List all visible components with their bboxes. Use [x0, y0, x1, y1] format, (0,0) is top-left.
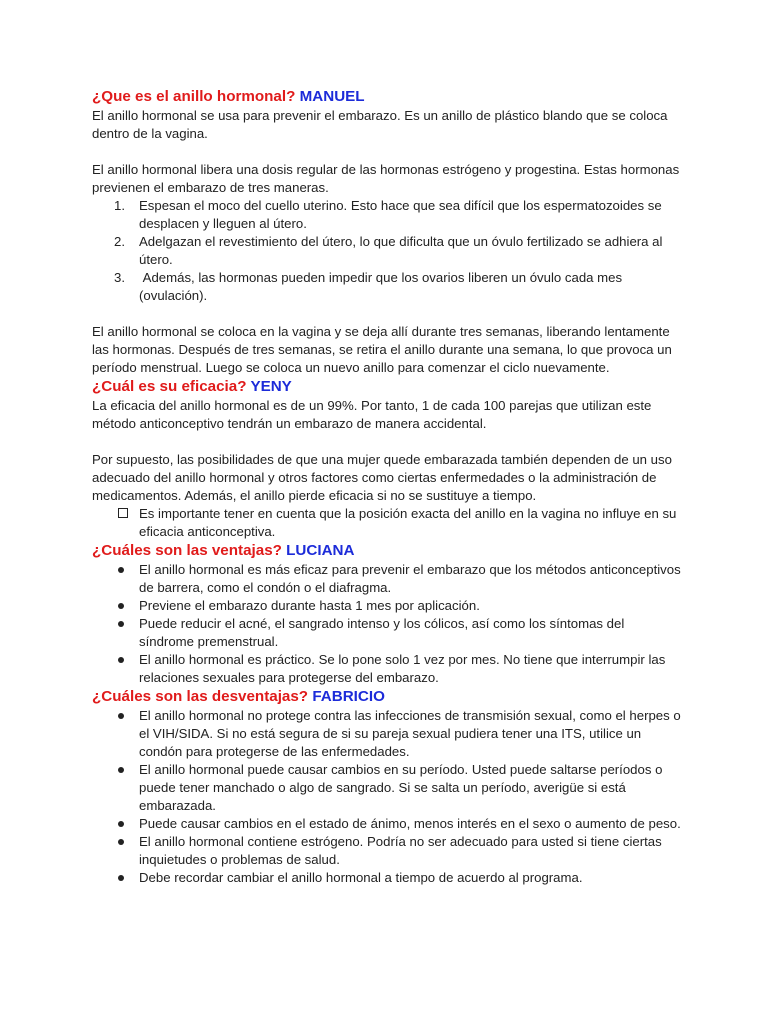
- paragraph: La eficacia del anillo hormonal es de un 99%. Por tanto, 1 de cada 100 parejas que utilizan este método anticonceptivo tendrán un embarazo de manera accidental.: [92, 398, 652, 431]
- paragraph: El anillo hormonal se usa para prevenir el embarazo. Es un anillo de plástico blando que se coloca dentro de la vagina.: [92, 108, 668, 141]
- list-item: [92, 197, 682, 233]
- list-item-text: Además, las hormonas pueden impedir que los ovarios liberen un óvulo cada mes (ovulación).: [139, 270, 626, 303]
- paragraph: El anillo hormonal libera una dosis regular de las hormonas estrógeno y progestina. Estas hormonas previenen el embarazo de tres maneras.: [92, 162, 680, 195]
- section-heading-manuel: [92, 87, 682, 107]
- checkbox-icon[interactable]: [118, 508, 128, 518]
- bullet-icon: [118, 839, 124, 845]
- numbered-list: [92, 197, 682, 305]
- section-author: LUCIANA: [286, 542, 355, 559]
- list-item-text: Previene el embarazo durante hasta 1 mes por aplicación.: [139, 598, 480, 613]
- section-question: ¿Cuáles son las ventajas?: [92, 542, 282, 559]
- list-number: 2.: [114, 234, 125, 249]
- section-author: FABRICIO: [312, 688, 385, 705]
- paragraph: El anillo hormonal se coloca en la vagina y se deja allí durante tres semanas, liberando lentamente las hormonas. Después de tres semanas, se retira el anillo durante una semana, lo que provoca un período menstrual. Luego se coloca un nuevo anillo para comenzar el ciclo nuevamente.: [92, 324, 672, 375]
- list-item-text: Puede causar cambios en el estado de ánimo, menos interés en el sexo o aumento de peso.: [139, 816, 681, 831]
- list-item-text: El anillo hormonal es más eficaz para prevenir el embarazo que los métodos anticonceptivos de barrera, como el condón o el diafragma.: [139, 562, 681, 595]
- list-item: [92, 869, 682, 887]
- checklist-item-text: Es importante tener en cuenta que la posición exacta del anillo en la vagina no influye en su eficacia anticonceptiva.: [139, 506, 677, 539]
- section-heading-fabricio: [92, 687, 682, 707]
- section-author: MANUEL: [299, 88, 365, 105]
- bullet-icon: [118, 875, 124, 881]
- bullet-icon: [118, 713, 124, 719]
- bullet-icon: [118, 821, 124, 827]
- section-author: YENY: [250, 378, 292, 395]
- section-question: ¿Cuáles son las desventajas?: [92, 688, 309, 705]
- checklist: [92, 505, 682, 541]
- section-question: ¿Que es el anillo hormonal?: [92, 88, 296, 105]
- list-item-text: Puede reducir el acné, el sangrado intenso y los cólicos, así como los síntomas del síndrome premenstrual.: [139, 616, 625, 649]
- list-item: [92, 615, 682, 651]
- list-item: [92, 561, 682, 597]
- list-item: [92, 269, 682, 305]
- list-item-text: Adelgazan el revestimiento del útero, lo que dificulta que un óvulo fertilizado se adhiera al útero.: [139, 234, 663, 267]
- bullet-icon: [118, 621, 124, 627]
- list-item-text: El anillo hormonal es práctico. Se lo pone solo 1 vez por mes. No tiene que interrumpir las relaciones sexuales para protegerse del embarazo.: [139, 652, 666, 685]
- list-item: [92, 233, 682, 269]
- list-item: [92, 707, 682, 761]
- checklist-item: [92, 505, 682, 541]
- list-item: [92, 815, 682, 833]
- bullet-icon: [118, 567, 124, 573]
- list-number: 1.: [114, 198, 125, 213]
- document-content: [92, 87, 682, 887]
- list-item: [92, 597, 682, 615]
- list-item-text: Debe recordar cambiar el anillo hormonal a tiempo de acuerdo al programa.: [139, 870, 583, 885]
- section-heading-luciana: [92, 541, 682, 561]
- bullet-icon: [118, 603, 124, 609]
- bullet-list: [92, 707, 682, 887]
- list-number: 3.: [114, 270, 125, 285]
- section-question: ¿Cuál es su eficacia?: [92, 378, 247, 395]
- bullet-list: [92, 561, 682, 687]
- list-item-text: El anillo hormonal contiene estrógeno. Podría no ser adecuado para usted si tiene ciertas inquietudes o problemas de salud.: [139, 834, 662, 867]
- bullet-icon: [118, 767, 124, 773]
- section-heading-yeny: [92, 377, 682, 397]
- list-item-text: El anillo hormonal puede causar cambios en su período. Usted puede saltarse períodos o puede tener manchado o algo de sangrado. Si se salta un período, averigüe si está embarazada.: [139, 762, 663, 813]
- list-item: [92, 651, 682, 687]
- bullet-icon: [118, 657, 124, 663]
- list-item: [92, 833, 682, 869]
- list-item-text: Espesan el moco del cuello uterino. Esto hace que sea difícil que los espermatozoides se desplacen y lleguen al útero.: [139, 198, 662, 231]
- list-item-text: El anillo hormonal no protege contra las infecciones de transmisión sexual, como el herpes o el VIH/SIDA. Si no está segura de si su pareja sexual pudiera tener una ITS, utilice un condón para protegerse de las enfermedades.: [139, 708, 681, 759]
- list-item: [92, 761, 682, 815]
- paragraph: Por supuesto, las posibilidades de que una mujer quede embarazada también dependen de un uso adecuado del anillo hormonal y otros factores como ciertas enfermedades o la administración de medicamentos. Además, el anillo pierde eficacia si no se sustituye a tiempo.: [92, 452, 672, 503]
